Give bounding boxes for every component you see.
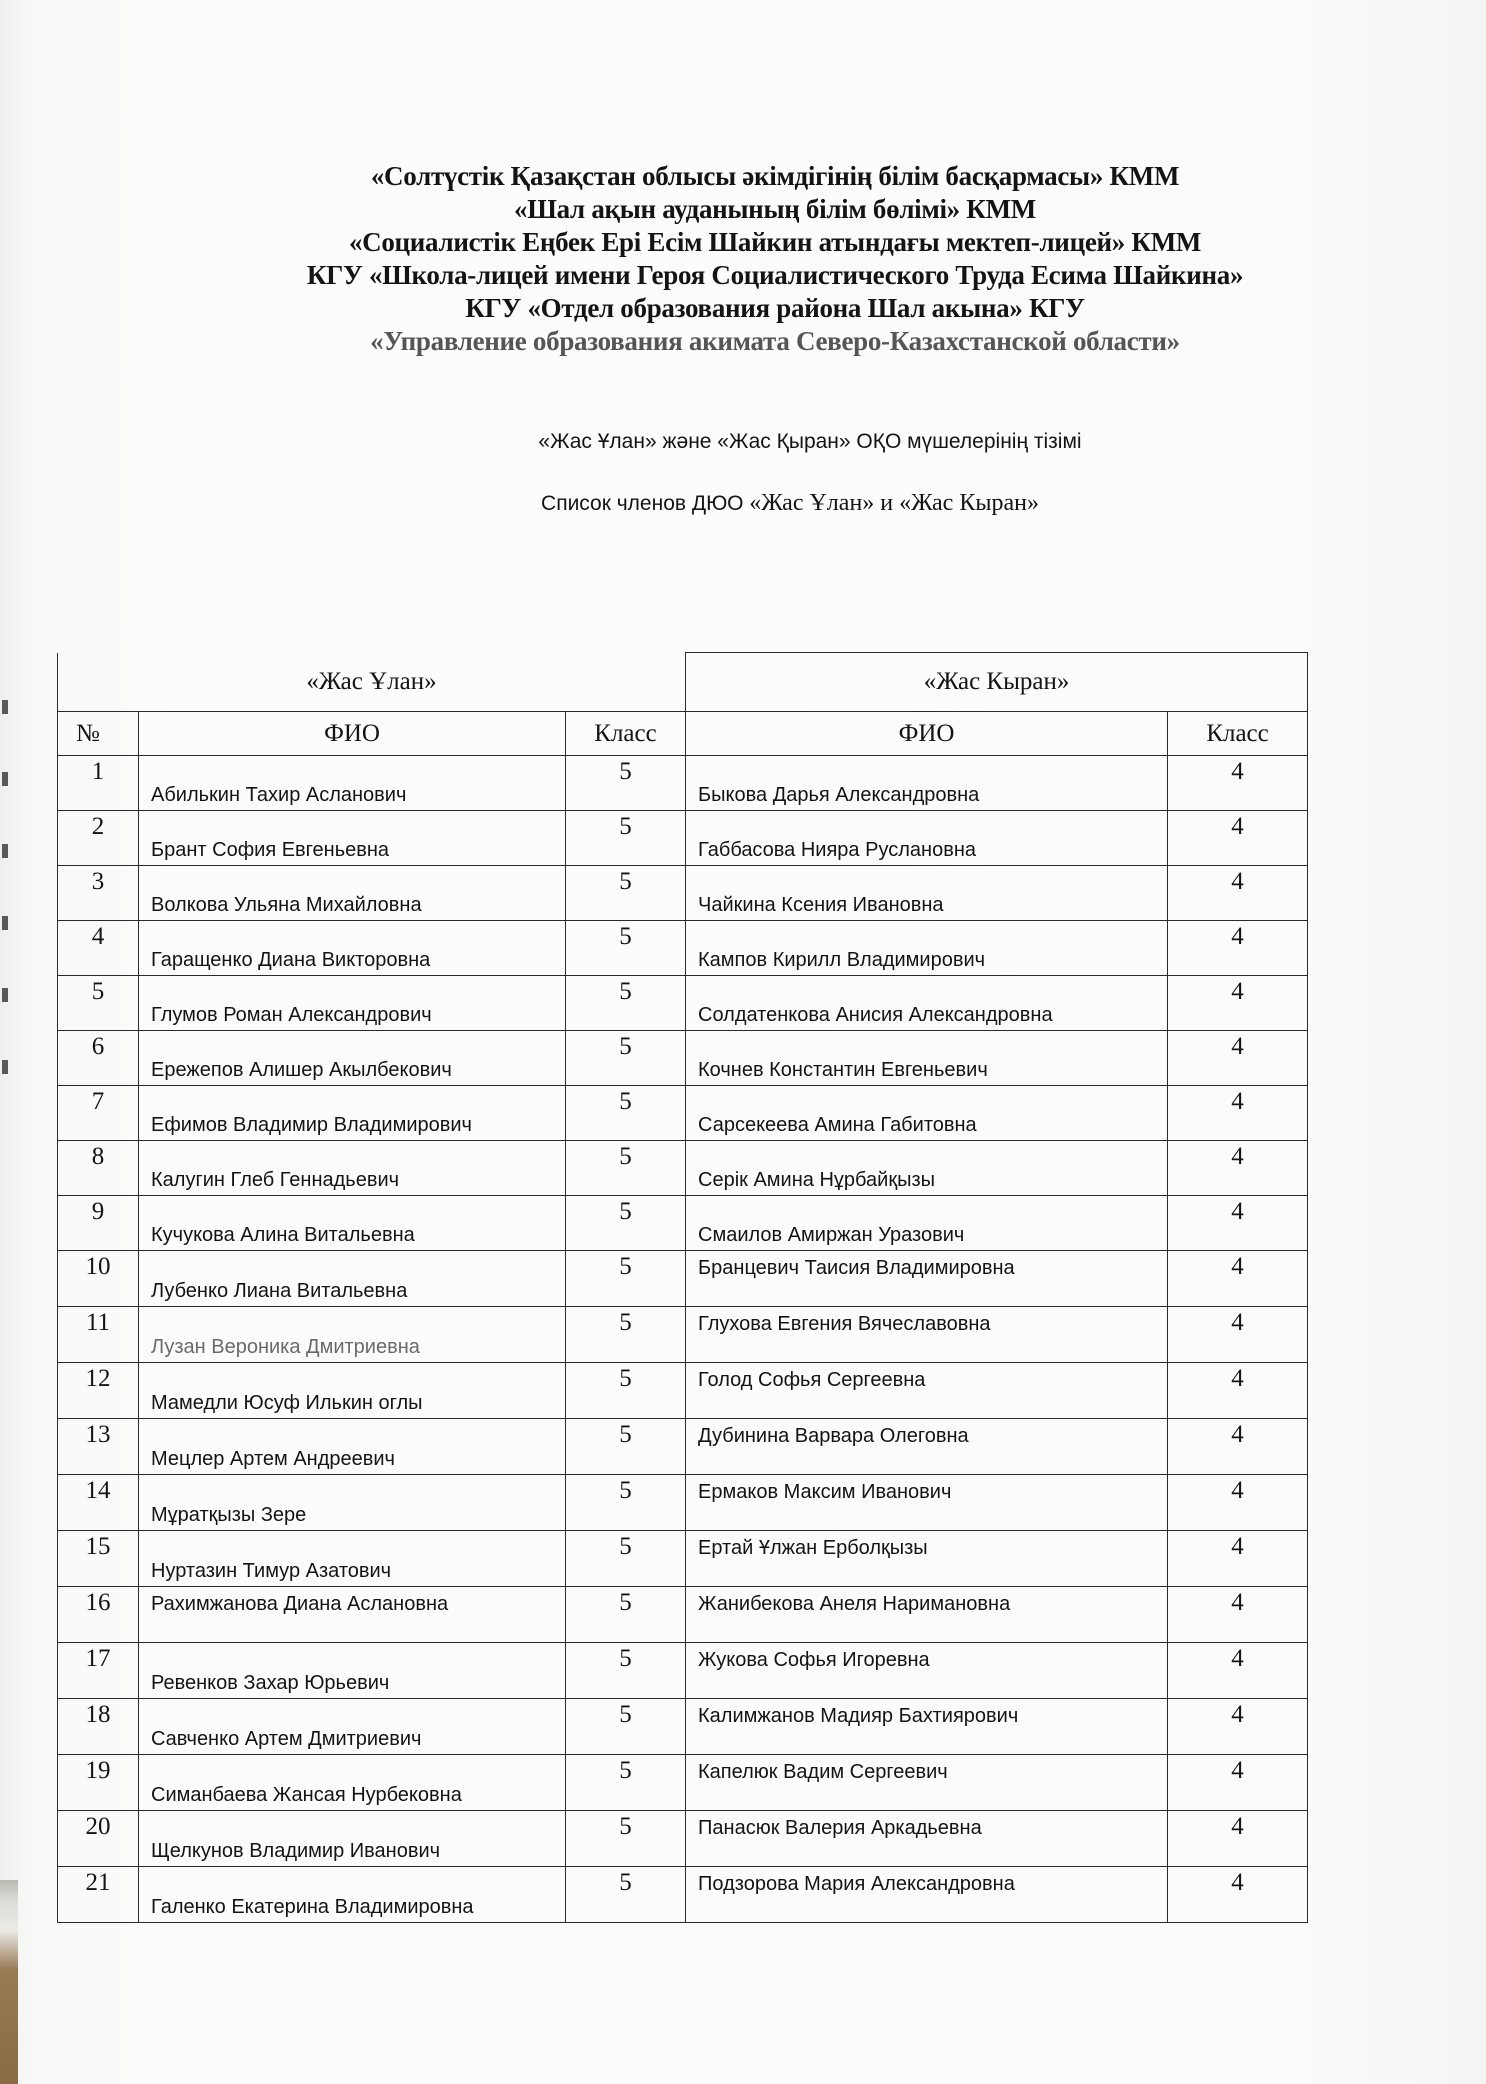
ulan-member-name: Ефимов Владимир Владимирович [151, 1114, 472, 1136]
kyran-member-name: Серік Амина Нұрбайқызы [698, 1169, 935, 1191]
kyran-member-class: 4 [1231, 1365, 1244, 1392]
ulan-member-class: 5 [619, 923, 632, 950]
list-title-kazakh: «Жас Ұлан» және «Жас Қыран» ОҚО мүшелерінің тізімі [538, 430, 1082, 453]
table-row [58, 1587, 1308, 1643]
kyran-class-cell [1168, 1031, 1308, 1086]
kyran-member-name: Жанибекова Анеля Наримановна [698, 1593, 1011, 1615]
group-header-zhas-ulan: «Жас Ұлан» [58, 653, 686, 712]
header-line-4: КГУ «Школа-лицей имени Героя Социалистического Труда Есима Шайкина» [306, 260, 1244, 290]
table-row [58, 1811, 1308, 1867]
ulan-name-cell [139, 1587, 566, 1643]
kyran-name-cell [686, 1867, 1168, 1923]
kyran-class-cell [1168, 1196, 1308, 1251]
kyran-name-cell [686, 1141, 1168, 1196]
kyran-class-cell [1168, 866, 1308, 921]
row-number: 14 [85, 1477, 111, 1504]
kyran-member-name: Быкова Дарья Александровна [698, 784, 980, 806]
kyran-class-cell [1168, 1086, 1308, 1141]
ulan-member-name: Ревенков Захар Юрьевич [151, 1672, 390, 1694]
ulan-name-cell [139, 1419, 566, 1475]
row-number-cell [58, 1643, 139, 1699]
kyran-member-class: 4 [1231, 1813, 1244, 1840]
kyran-name-cell [686, 866, 1168, 921]
kyran-name-cell [686, 1031, 1168, 1086]
row-number: 3 [91, 868, 105, 895]
ulan-member-class: 5 [619, 1589, 632, 1616]
ulan-member-name: Лузан Вероника Дмитриевна [151, 1336, 420, 1358]
row-number-cell [58, 1086, 139, 1141]
ulan-member-class: 5 [619, 1869, 632, 1896]
ulan-class-cell [566, 976, 686, 1031]
ulan-member-class: 5 [619, 1645, 632, 1672]
ulan-member-name: Гаращенко Диана Викторовна [151, 949, 431, 971]
kyran-name-cell [686, 1755, 1168, 1811]
ulan-member-class: 5 [619, 813, 632, 840]
kyran-member-class: 4 [1231, 1033, 1244, 1060]
table-row [58, 1643, 1308, 1699]
ulan-class-cell [566, 1867, 686, 1923]
ulan-member-class: 5 [619, 1309, 632, 1336]
ulan-member-name: Глумов Роман Александрович [151, 1004, 432, 1026]
kyran-name-cell [686, 1811, 1168, 1867]
kyran-member-class: 4 [1231, 1088, 1244, 1115]
ulan-name-cell [139, 1141, 566, 1196]
ulan-member-class: 5 [619, 1365, 632, 1392]
kyran-class-cell [1168, 811, 1308, 866]
ulan-name-cell [139, 866, 566, 921]
row-number-cell [58, 1475, 139, 1531]
kyran-member-name: Кампов Кирилл Владимирович [698, 949, 986, 971]
kyran-class-cell [1168, 1531, 1308, 1587]
kyran-member-name: Чайкина Ксения Ивановна [698, 894, 944, 916]
kyran-member-class: 4 [1231, 1589, 1244, 1616]
ulan-class-cell [566, 866, 686, 921]
ulan-member-name: Калугин Глеб Геннадьевич [151, 1169, 400, 1191]
row-number: 10 [85, 1253, 111, 1280]
kyran-member-class: 4 [1231, 923, 1244, 950]
kyran-member-name: Кочнев Константин Евгеньевич [698, 1059, 988, 1081]
ulan-class-cell [566, 1419, 686, 1475]
ulan-member-name: Рахимжанова Диана Аслановна [151, 1593, 449, 1615]
row-number: 6 [91, 1033, 105, 1060]
row-number-cell [58, 811, 139, 866]
kyran-class-cell [1168, 976, 1308, 1031]
ulan-class-cell [566, 1587, 686, 1643]
row-number-cell [58, 1196, 139, 1251]
ulan-member-name: Кучукова Алина Витальевна [151, 1224, 415, 1246]
ulan-class-cell [566, 1699, 686, 1755]
ulan-class-cell [566, 1031, 686, 1086]
ulan-name-cell [139, 1196, 566, 1251]
row-number: 15 [85, 1533, 111, 1560]
kyran-member-name: Жукова Софья Игоревна [698, 1649, 930, 1671]
kyran-member-name: Ермаков Максим Иванович [698, 1481, 952, 1503]
row-number: 21 [85, 1869, 111, 1896]
ulan-name-cell [139, 1086, 566, 1141]
column-header-class-ulan: Класс [566, 712, 686, 756]
list-title-russian-prefix: Список членов ДЮО [541, 492, 744, 515]
table-row [58, 1251, 1308, 1307]
kyran-class-cell [1168, 1587, 1308, 1643]
kyran-member-name: Смаилов Амиржан Уразович [698, 1224, 965, 1246]
ulan-name-cell [139, 1031, 566, 1086]
ulan-name-cell [139, 1475, 566, 1531]
row-number-cell [58, 1811, 139, 1867]
ulan-name-cell [139, 1643, 566, 1699]
kyran-class-cell [1168, 1251, 1308, 1307]
list-title-russian [440, 490, 1140, 517]
row-number: 19 [85, 1757, 111, 1784]
row-number-cell [58, 1307, 139, 1363]
row-number: 4 [91, 923, 105, 950]
ulan-class-cell [566, 1141, 686, 1196]
kyran-name-cell [686, 1587, 1168, 1643]
row-number-cell [58, 1141, 139, 1196]
row-number: 13 [85, 1421, 111, 1448]
table-row [58, 921, 1308, 976]
row-number: 16 [85, 1589, 111, 1616]
kyran-member-class: 4 [1231, 1477, 1244, 1504]
kyran-member-class: 4 [1231, 868, 1244, 895]
ulan-member-name: Лубенко Лиана Витальевна [151, 1280, 408, 1302]
ulan-name-cell [139, 1699, 566, 1755]
ulan-class-cell [566, 1811, 686, 1867]
kyran-member-class: 4 [1231, 1701, 1244, 1728]
ulan-member-class: 5 [619, 1701, 632, 1728]
row-number-cell [58, 1251, 139, 1307]
kyran-member-class: 4 [1231, 1253, 1244, 1280]
row-number: 2 [91, 813, 105, 840]
ulan-member-class: 5 [619, 868, 632, 895]
ulan-member-class: 5 [619, 978, 632, 1005]
ulan-name-cell [139, 1251, 566, 1307]
table-row [58, 1196, 1308, 1251]
kyran-class-cell [1168, 756, 1308, 811]
kyran-name-cell [686, 1643, 1168, 1699]
kyran-class-cell [1168, 1699, 1308, 1755]
ulan-member-name: Нуртазин Тимур Азатович [151, 1560, 392, 1582]
table-row [58, 976, 1308, 1031]
row-number: 20 [85, 1813, 111, 1840]
kyran-name-cell [686, 976, 1168, 1031]
ulan-member-name: Галенко Екатерина Владимировна [151, 1896, 474, 1918]
row-number: 11 [85, 1309, 111, 1336]
ulan-name-cell [139, 1307, 566, 1363]
row-number: 12 [85, 1365, 111, 1392]
kyran-member-class: 4 [1231, 1645, 1244, 1672]
ulan-name-cell [139, 1363, 566, 1419]
column-header-fio-ulan: ФИО [139, 712, 566, 756]
ulan-class-cell [566, 1307, 686, 1363]
column-header-number: № [58, 712, 139, 756]
kyran-name-cell [686, 1699, 1168, 1755]
ulan-member-class: 5 [619, 1421, 632, 1448]
table-row [58, 1475, 1308, 1531]
list-title-russian-names: «Жас Ұлан» и «Жас Кыран» [749, 490, 1039, 516]
kyran-name-cell [686, 1419, 1168, 1475]
header-line-6: «Управление образования акимата Северо-Казахстанской области» [370, 326, 1180, 356]
ulan-class-cell [566, 1086, 686, 1141]
ulan-name-cell [139, 976, 566, 1031]
kyran-member-name: Панасюк Валерия Аркадьевна [698, 1817, 982, 1839]
kyran-class-cell [1168, 1867, 1308, 1923]
ulan-class-cell [566, 1196, 686, 1251]
institution-header [250, 160, 1300, 358]
kyran-member-class: 4 [1231, 1309, 1244, 1336]
ulan-member-name: Мұратқызы Зере [151, 1504, 307, 1526]
kyran-member-name: Солдатенкова Анисия Александровна [698, 1004, 1053, 1026]
header-line-3: «Социалистік Еңбек Ері Есім Шайкин атындағы мектеп-лицей» КММ [348, 227, 1202, 257]
row-number-cell [58, 756, 139, 811]
kyran-member-class: 4 [1231, 1757, 1244, 1784]
ulan-name-cell [139, 1755, 566, 1811]
header-line-5: КГУ «Отдел образования района Шал акына» КГУ [465, 293, 1085, 323]
column-header-class-kyran: Класс [1168, 712, 1308, 756]
ulan-member-class: 5 [619, 1253, 632, 1280]
kyran-class-cell [1168, 1755, 1308, 1811]
column-header-fio-kyran: ФИО [686, 712, 1168, 756]
ulan-name-cell [139, 921, 566, 976]
ulan-member-class: 5 [619, 1813, 632, 1840]
row-number-cell [58, 1031, 139, 1086]
kyran-member-class: 4 [1231, 978, 1244, 1005]
kyran-name-cell [686, 756, 1168, 811]
row-number-cell [58, 1587, 139, 1643]
row-number-cell [58, 1867, 139, 1923]
kyran-member-name: Подзорова Мария Александровна [698, 1873, 1015, 1895]
kyran-member-class: 4 [1231, 1143, 1244, 1170]
kyran-name-cell [686, 1307, 1168, 1363]
kyran-member-class: 4 [1231, 813, 1244, 840]
ulan-member-name: Щелкунов Владимир Иванович [151, 1840, 441, 1862]
table-row [58, 1755, 1308, 1811]
ulan-member-class: 5 [619, 1533, 632, 1560]
group-header-zhas-kyran: «Жас Кыран» [686, 653, 1308, 712]
table-row [58, 1867, 1308, 1923]
ulan-member-name: Савченко Артем Дмитриевич [151, 1728, 422, 1750]
kyran-member-class: 4 [1231, 1533, 1244, 1560]
ulan-member-name: Брант София Евгеньевна [151, 839, 390, 861]
kyran-class-cell [1168, 1643, 1308, 1699]
ulan-name-cell [139, 1811, 566, 1867]
ulan-member-class: 5 [619, 1198, 632, 1225]
kyran-name-cell [686, 1196, 1168, 1251]
row-number-cell [58, 1699, 139, 1755]
ulan-class-cell [566, 1251, 686, 1307]
kyran-class-cell [1168, 1307, 1308, 1363]
table-row [58, 1141, 1308, 1196]
ulan-member-class: 5 [619, 1143, 632, 1170]
kyran-class-cell [1168, 1811, 1308, 1867]
ulan-class-cell [566, 811, 686, 866]
table-row [58, 756, 1308, 811]
row-number-cell [58, 866, 139, 921]
ulan-class-cell [566, 1755, 686, 1811]
table-row [58, 1363, 1308, 1419]
kyran-member-name: Глухова Евгения Вячеславовна [698, 1313, 991, 1335]
kyran-member-name: Габбасова Нияра Руслановна [698, 839, 976, 861]
ulan-class-cell [566, 921, 686, 976]
bleed-through-marks [2, 700, 12, 1132]
kyran-name-cell [686, 1086, 1168, 1141]
table-row [58, 1531, 1308, 1587]
ulan-member-name: Мецлер Артем Андреевич [151, 1448, 395, 1470]
ulan-class-cell [566, 1531, 686, 1587]
ulan-class-cell [566, 1475, 686, 1531]
kyran-name-cell [686, 811, 1168, 866]
table-row [58, 811, 1308, 866]
row-number: 5 [91, 978, 105, 1005]
ulan-member-class: 5 [619, 1088, 632, 1115]
ulan-class-cell [566, 1643, 686, 1699]
members-table [57, 652, 1308, 1923]
ulan-member-name: Абилькин Тахир Асланович [151, 784, 407, 806]
kyran-name-cell [686, 1251, 1168, 1307]
ulan-name-cell [139, 1867, 566, 1923]
row-number: 8 [91, 1143, 105, 1170]
row-number: 18 [85, 1701, 111, 1728]
kyran-member-name: Дубинина Варвара Олеговна [698, 1425, 969, 1447]
table-row [58, 866, 1308, 921]
ulan-name-cell [139, 811, 566, 866]
ulan-member-name: Волкова Ульяна Михайловна [151, 894, 422, 916]
row-number: 7 [91, 1088, 105, 1115]
row-number-cell [58, 1363, 139, 1419]
ulan-member-name: Мамедли Юсуф Илькин оглы [151, 1392, 423, 1414]
table-row [58, 1086, 1308, 1141]
kyran-name-cell [686, 1363, 1168, 1419]
kyran-member-name: Бранцевич Таисия Владимировна [698, 1257, 1015, 1279]
kyran-member-name: Калимжанов Мадияр Бахтиярович [698, 1705, 1019, 1727]
row-number-cell [58, 976, 139, 1031]
column-header-row [58, 712, 1308, 756]
ulan-class-cell [566, 756, 686, 811]
table-row [58, 1031, 1308, 1086]
kyran-member-name: Сарсекеева Амина Габитовна [698, 1114, 977, 1136]
ulan-member-class: 5 [619, 1757, 632, 1784]
row-number-cell [58, 1755, 139, 1811]
header-line-1: «Солтүстік Қазақстан облысы әкімдігінің білім басқармасы» КММ [370, 161, 1180, 191]
kyran-member-class: 4 [1231, 758, 1244, 785]
row-number: 17 [85, 1645, 111, 1672]
ulan-class-cell [566, 1363, 686, 1419]
ulan-member-class: 5 [619, 1477, 632, 1504]
table-surface-edge [0, 1880, 18, 2084]
ulan-member-name: Ережепов Алишер Акылбекович [151, 1059, 452, 1081]
kyran-class-cell [1168, 921, 1308, 976]
table-row [58, 1419, 1308, 1475]
kyran-name-cell [686, 1475, 1168, 1531]
kyran-member-name: Капелюк Вадим Сергеевич [698, 1761, 948, 1783]
ulan-name-cell [139, 756, 566, 811]
ulan-member-name: Симанбаева Жансая Нурбековна [151, 1784, 462, 1806]
kyran-class-cell [1168, 1419, 1308, 1475]
ulan-name-cell [139, 1531, 566, 1587]
kyran-name-cell [686, 1531, 1168, 1587]
ulan-member-class: 5 [619, 758, 632, 785]
kyran-member-name: Голод Софья Сергеевна [698, 1369, 926, 1391]
row-number: 9 [91, 1198, 105, 1225]
group-header-row [58, 653, 1308, 712]
table-row [58, 1699, 1308, 1755]
kyran-class-cell [1168, 1363, 1308, 1419]
row-number-cell [58, 1531, 139, 1587]
row-number-cell [58, 921, 139, 976]
kyran-member-class: 4 [1231, 1421, 1244, 1448]
ulan-member-class: 5 [619, 1033, 632, 1060]
row-number-cell [58, 1419, 139, 1475]
header-line-2: «Шал ақын ауданының білім бөлімі» КММ [514, 194, 1036, 224]
kyran-member-class: 4 [1231, 1198, 1244, 1225]
kyran-member-name: Ертай Ұлжан Ерболқызы [698, 1537, 928, 1559]
kyran-class-cell [1168, 1475, 1308, 1531]
table-row [58, 1307, 1308, 1363]
kyran-class-cell [1168, 1141, 1308, 1196]
kyran-name-cell [686, 921, 1168, 976]
row-number: 1 [91, 758, 105, 785]
kyran-member-class: 4 [1231, 1869, 1244, 1896]
